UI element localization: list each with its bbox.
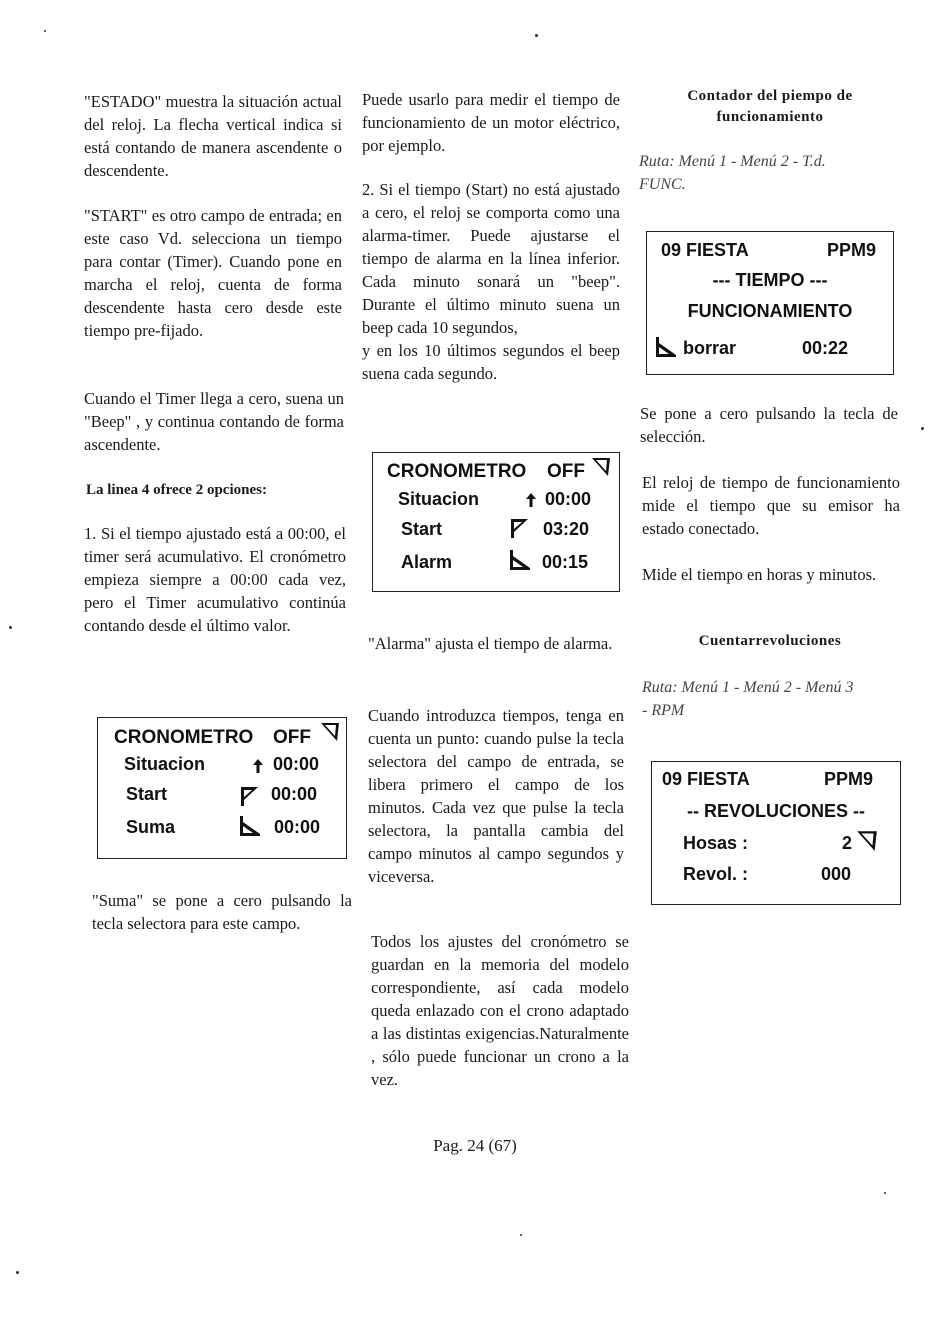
- scan-speck: [9, 626, 12, 629]
- lcd-screen-title: --- TIEMPO ---: [712, 270, 828, 290]
- countdown-flag-icon: [239, 785, 259, 807]
- lcd-rpm-label: Revol. :: [683, 864, 749, 884]
- lcd-rpm-value: 000: [821, 864, 852, 884]
- lcd-screen-title: -- REVOLUCIONES --: [687, 801, 865, 821]
- up-arrow-icon: [252, 758, 264, 774]
- page-number: Pag. 24 (67): [433, 1136, 517, 1155]
- paragraph-ajustes: Todos los ajustes del cronómetro se guardan en la memoria del modelo correspondiente, así cada modelo queda enlazado con el crono adaptado a las distintas exigencias.Naturalmente , sólo puede funcionar un crono a la vez.: [371, 932, 629, 1089]
- lcd-row-value: 00:00: [545, 489, 592, 509]
- paragraph-horas: Mide el tiempo en horas y minutos.: [642, 565, 877, 584]
- reset-corner-icon: [238, 815, 262, 837]
- lcd-row-label: Suma: [126, 817, 176, 837]
- scan-speck: [520, 1234, 522, 1236]
- lcd-model-mode: PPM9: [824, 769, 874, 789]
- lcd-title: CRONOMETRO: [387, 461, 527, 482]
- scan-speck: [535, 34, 538, 37]
- lcd-row-label: Start: [401, 519, 443, 539]
- lcd-row-value: 00:00: [271, 784, 318, 804]
- reset-corner-icon: [654, 336, 678, 358]
- lcd-model-name: 09 FIESTA: [662, 769, 750, 789]
- lcd-status: OFF: [547, 461, 585, 482]
- lcd-blades-value: 2: [842, 833, 853, 853]
- lcd-runtime-value: 00:22: [802, 338, 849, 358]
- paragraph-suma: "Suma" se pone a cero pulsando la tecla selectora para este campo.: [92, 891, 352, 933]
- paragraph-reloj-funcionamiento: El reloj de tiempo de funcionamiento mide el tiempo que su emisor ha estado conectado.: [642, 473, 900, 538]
- menu-corner-icon: [591, 455, 611, 477]
- route-text-rpm: Ruta: Menú 1 - Menú 2 - Menú 3 - RPM: [642, 679, 854, 719]
- lcd-display-cronometro-alarm: [372, 452, 620, 592]
- paragraph-start: "START" es otro campo de entrada; en este caso Vd. selecciona un tiempo para contar (Timer). Cuando pone en marcha el reloj, cuenta de forma descendente hasta cero desde este tiempo pre-fijado.: [84, 206, 342, 340]
- lcd-row-label: Situacion: [398, 489, 480, 509]
- up-arrow-icon: [525, 492, 537, 508]
- lcd-row-value: 00:00: [273, 754, 320, 774]
- countdown-flag-icon: [509, 516, 529, 540]
- lcd-model-name: 09 FIESTA: [661, 240, 749, 260]
- lcd-row-label: Start: [126, 784, 168, 804]
- route-text-funcionamiento: Ruta: Menú 1 - Menú 2 - T.d. FUNC.: [639, 153, 826, 193]
- section-heading-contador: Contador del piempo de funcionamiento: [687, 88, 853, 125]
- paragraph-cero: Se pone a cero pulsando la tecla de selección.: [640, 404, 898, 446]
- lcd-blades-label: Hosas :: [683, 833, 749, 853]
- paragraph-alarma: "Alarma" ajusta el tiempo de alarma.: [368, 634, 613, 653]
- scan-speck: [44, 30, 46, 32]
- paragraph-option1: 1. Si el tiempo ajustado está a 00:00, el timer será acumulativo. El cronómetro empieza siempre a 00:00 cada vez, pero el Timer acumulativo continúa contando desde el último valor.: [84, 524, 346, 635]
- paragraph-timer-zero: Cuando el Timer llega a cero, suena un "Beep" , y continua contando de forma ascendente.: [84, 389, 344, 454]
- menu-corner-icon: [320, 720, 340, 742]
- paragraph-option2: 2. Si el tiempo (Start) no está ajustado a cero, el reloj se comporta como una alarma-timer. Puede ajustarse el tiempo de alarma en la línea inferior. Cada minuto sonará un "beep". Durante el último minuto suena un beep cada 10 segundos, y en los 10 últimos segundos el beep suena cada segundo.: [362, 180, 620, 383]
- lcd-display-revoluciones: [651, 761, 901, 905]
- lcd-row-label: Situacion: [124, 754, 206, 774]
- paragraph-motor: Puede usarlo para medir el tiempo de funcionamiento de un motor eléctrico, por ejemplo.: [362, 90, 620, 155]
- section-heading-cuentarrevoluciones: Cuentarrevoluciones: [698, 633, 842, 649]
- reset-corner-icon: [507, 549, 533, 571]
- menu-corner-icon: [856, 828, 878, 852]
- scan-speck: [884, 1192, 886, 1194]
- section-heading-linea4: La linea 4 ofrece 2 opciones:: [86, 482, 267, 498]
- lcd-status: OFF: [273, 727, 311, 748]
- lcd-row-label: Alarm: [401, 552, 453, 572]
- paragraph-estado: "ESTADO" muestra la situación actual del reloj. La flecha vertical indica si está contando de manera ascendente o descendente.: [84, 92, 342, 180]
- lcd-row-value: 00:15: [542, 552, 589, 572]
- paragraph-introduzca: Cuando introduzca tiempos, tenga en cuenta un punto: cuando pulse la tecla selectora del campo de entrada, se libera primero el campo de los minutos. Cada vez que pulse la tecla selectora, la pantalla cambia del campo minutos al campo segundos y viceversa.: [368, 706, 624, 886]
- lcd-title: CRONOMETRO: [114, 727, 254, 748]
- scan-speck: [16, 1271, 19, 1274]
- lcd-display-cronometro-suma: [97, 717, 347, 859]
- lcd-row-value: 00:00: [274, 817, 321, 837]
- lcd-row-value: 03:20: [543, 519, 590, 539]
- lcd-display-tiempo-funcionamiento: [646, 231, 894, 375]
- lcd-clear-label: borrar: [683, 338, 737, 358]
- scan-speck: [921, 427, 924, 430]
- lcd-screen-subtitle: FUNCIONAMIENTO: [687, 301, 853, 321]
- lcd-model-mode: PPM9: [827, 240, 877, 260]
